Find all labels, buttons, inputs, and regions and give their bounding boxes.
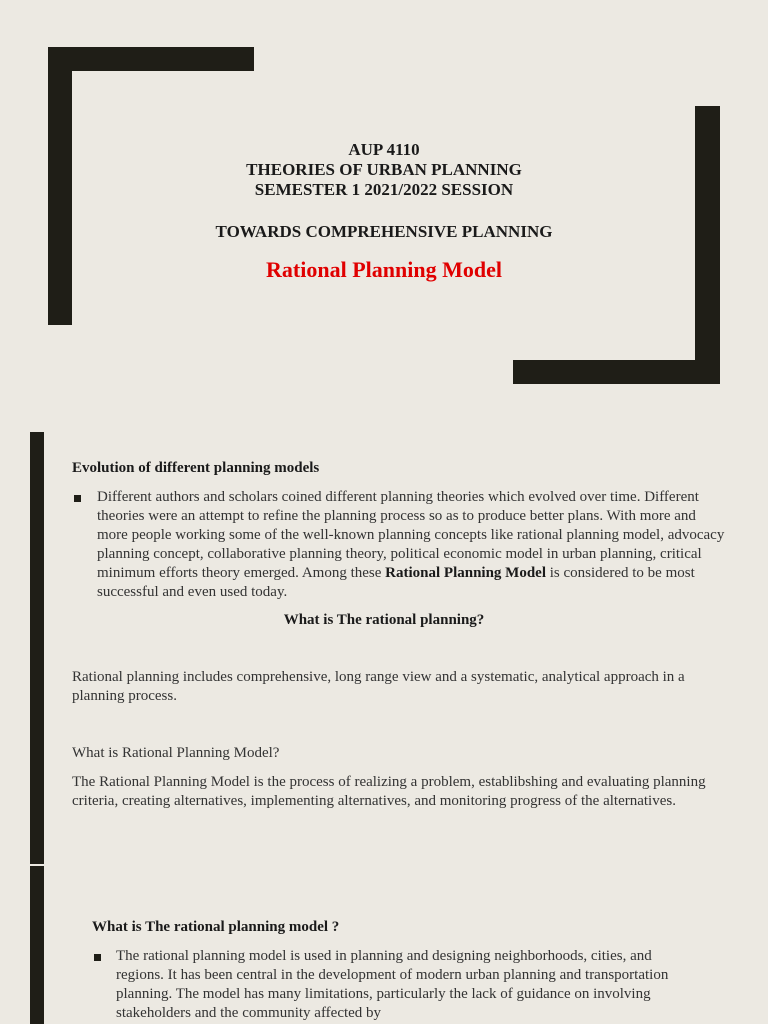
course-title: THEORIES OF URBAN PLANNING (246, 160, 522, 179)
bullet-paragraph: The rational planning model is used in planning and designing neighborhoods, cities, and regions. It has been central in the development of modern urban planning and transportation planning. The model has many limitations, particularly the lack of guidance on involving stakeholders and the community affected by (116, 948, 669, 1021)
answer-paragraph: Rational planning includes comprehensive, long range view and a systematic, analytical approach in a planning process. (72, 669, 685, 704)
question-subheading: What is Rational Planning Model? (72, 745, 280, 761)
bold-term: Rational Planning Model (385, 565, 547, 581)
topic-block (0, 222, 768, 242)
content-slide-model (0, 866, 768, 1024)
topic-title: TOWARDS COMPREHENSIVE PLANNING (215, 222, 553, 241)
slide-left-accent-bar (30, 866, 44, 1024)
title-slide (0, 0, 768, 410)
bullet-paragraph: Different authors and scholars coined different planning theories which evolved over time. Different theories were an attempt to refine the planning process so as to produce better plans. With more and more people working some of the well-known planning concepts like rational planning model, advocacy planning concept, collaborative planning theory, political economic model in urban planning, critical minimum efforts theory emerged. Among these Rational Planning Model is considered to be most successful and even used today. (97, 489, 725, 600)
frame-bar-top-left-horizontal (48, 47, 254, 71)
bullet-marker (74, 495, 81, 502)
frame-bar-bottom-right-horizontal (513, 360, 720, 384)
bullet-marker (94, 954, 101, 961)
slide-subtitle: Rational Planning Model (266, 257, 502, 282)
title-block (0, 140, 768, 200)
content-slide-evolution (0, 432, 768, 864)
slide-heading: What is The rational planning model ? (92, 919, 340, 935)
question-heading: What is The rational planning? (283, 612, 485, 628)
course-code: AUP 4110 (348, 140, 420, 159)
slide-heading: Evolution of different planning models (72, 460, 320, 476)
slide-left-accent-bar (30, 432, 44, 864)
semester: SEMESTER 1 2021/2022 SESSION (254, 180, 514, 199)
definition-paragraph: The Rational Planning Model is the process of realizing a problem, establibshing and evaluating planning criteria, creating alternatives, implementing alternatives, and monitoring progress of the alternatives. (72, 774, 706, 809)
